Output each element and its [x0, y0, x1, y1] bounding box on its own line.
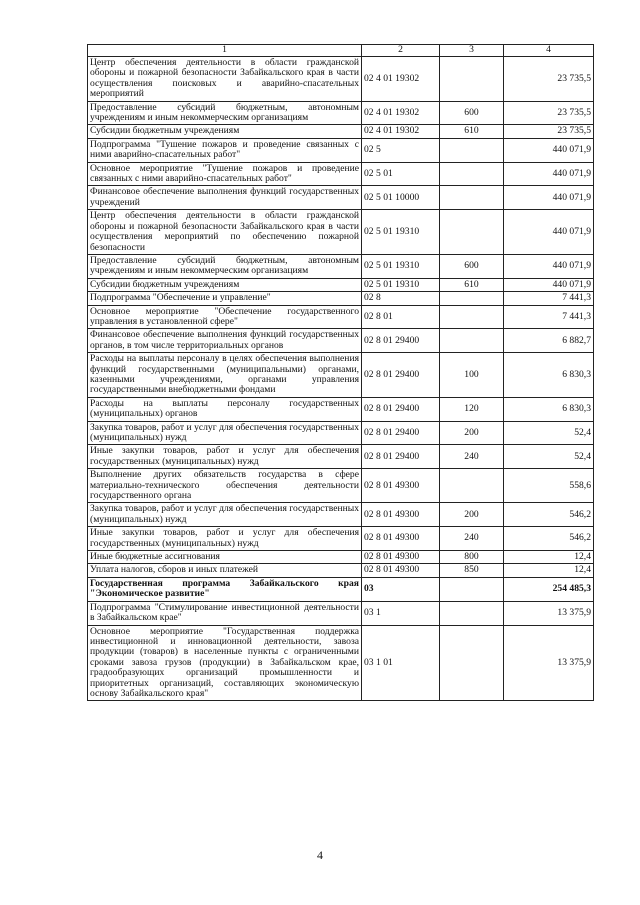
- row-code: 03 1 01: [362, 625, 440, 701]
- row-amount: 52,4: [504, 421, 594, 445]
- page-number: 4: [317, 848, 323, 862]
- row-code: 02 8 01 49300: [362, 551, 440, 564]
- row-amount: 52,4: [504, 445, 594, 469]
- row-name: Основное мероприятие "Обеспечение государственного управления в установленной сфере": [88, 305, 362, 329]
- row-code: 02 4 01 19302: [362, 57, 440, 102]
- row-amount: 7 441,3: [504, 292, 594, 305]
- row-expense-type: 240: [440, 445, 504, 469]
- row-name: Центр обеспечения деятельности в области гражданской обороны и пожарной безопасности Забайкальского края в части осуществления поисковых и аварийно-спасательных мероприятий: [88, 57, 362, 102]
- row-code: 02 8 01 49300: [362, 469, 440, 503]
- row-code: 02 8 01 49300: [362, 527, 440, 551]
- row-code: 03 1: [362, 601, 440, 625]
- table-row: [88, 101, 594, 125]
- row-expense-type: [440, 469, 504, 503]
- row-name: Иные закупки товаров, работ и услуг для обеспечения государственных (муниципальных) нужд: [88, 445, 362, 469]
- row-code: 02 8 01 29400: [362, 353, 440, 398]
- column-number-2: 2: [362, 45, 440, 57]
- row-code: 02 8: [362, 292, 440, 305]
- row-amount: 440 071,9: [504, 254, 594, 278]
- table-row: [88, 138, 594, 162]
- row-code: 02 8 01 29400: [362, 421, 440, 445]
- row-name: Центр обеспечения деятельности в области гражданской обороны и пожарной безопасности Забайкальского края в части осуществления мероприятий по обеспечению пожарной безопасности: [88, 210, 362, 255]
- row-amount: 558,6: [504, 469, 594, 503]
- row-amount: 546,2: [504, 503, 594, 527]
- row-code: 02 5 01 19310: [362, 210, 440, 255]
- row-amount: 546,2: [504, 527, 594, 551]
- table-row: [88, 601, 594, 625]
- table-row: [88, 125, 594, 138]
- row-amount: 23 735,5: [504, 57, 594, 102]
- row-name: Основное мероприятие "Государственная поддержка инвестиционной и инновационной деятельности, завоза продукции (товаров) в населенные пункты с ограниченными сроками завоза грузов (продукции) в Забайкальском крае, градообразующих организаций промышленности и приоритетных организаций, составляющих экономическую основу Забайкальского края": [88, 625, 362, 701]
- row-amount: 12,4: [504, 551, 594, 564]
- row-amount: 23 735,5: [504, 101, 594, 125]
- row-name: Иные закупки товаров, работ и услуг для обеспечения государственных (муниципальных) нужд: [88, 527, 362, 551]
- table-row: [88, 186, 594, 210]
- row-expense-type: 200: [440, 421, 504, 445]
- row-code: 02 5: [362, 138, 440, 162]
- row-code: 02 5 01 10000: [362, 186, 440, 210]
- table-row: [88, 305, 594, 329]
- row-code: 02 8 01 29400: [362, 445, 440, 469]
- row-expense-type: [440, 186, 504, 210]
- row-amount: 13 375,9: [504, 601, 594, 625]
- row-name: Иные бюджетные ассигнования: [88, 551, 362, 564]
- row-amount: 254 485,3: [504, 577, 594, 601]
- row-amount: 7 441,3: [504, 305, 594, 329]
- row-expense-type: 800: [440, 551, 504, 564]
- table-row: [88, 278, 594, 291]
- column-number-4: 4: [504, 45, 594, 57]
- table-row: [88, 292, 594, 305]
- row-name: Подпрограмма "Стимулирование инвестиционной деятельности в Забайкальском крае": [88, 601, 362, 625]
- row-name: Подпрограмма "Обеспечение и управление": [88, 292, 362, 305]
- row-amount: 440 071,9: [504, 162, 594, 186]
- table-row: [88, 421, 594, 445]
- row-name: Субсидии бюджетным учреждениям: [88, 125, 362, 138]
- row-name: Финансовое обеспечение выполнения функций государственных органов, в том числе территориальных органов: [88, 329, 362, 353]
- row-amount: 6 882,7: [504, 329, 594, 353]
- table-row: [88, 503, 594, 527]
- table-row: [88, 527, 594, 551]
- row-expense-type: [440, 138, 504, 162]
- row-code: 02 5 01 19310: [362, 278, 440, 291]
- table-row: [88, 551, 594, 564]
- row-name: Уплата налогов, сборов и иных платежей: [88, 564, 362, 577]
- row-code: 02 5 01 19310: [362, 254, 440, 278]
- row-amount: 440 071,9: [504, 278, 594, 291]
- row-expense-type: [440, 292, 504, 305]
- row-expense-type: [440, 210, 504, 255]
- row-name: Финансовое обеспечение выполнения функций государственных учреждений: [88, 186, 362, 210]
- row-expense-type: 610: [440, 278, 504, 291]
- row-expense-type: 100: [440, 353, 504, 398]
- row-amount: 6 830,3: [504, 353, 594, 398]
- row-amount: 440 071,9: [504, 138, 594, 162]
- row-name: Государственная программа Забайкальского края "Экономическое развитие": [88, 577, 362, 601]
- row-amount: 440 071,9: [504, 186, 594, 210]
- table-row: [88, 577, 594, 601]
- row-expense-type: [440, 601, 504, 625]
- row-expense-type: [440, 305, 504, 329]
- table-row: [88, 397, 594, 421]
- row-code: 02 8 01: [362, 305, 440, 329]
- row-name: Предоставление субсидий бюджетным, автономным учреждениям и иным некоммерческим организациям: [88, 101, 362, 125]
- table-row: [88, 162, 594, 186]
- row-code: 02 5 01: [362, 162, 440, 186]
- row-expense-type: [440, 162, 504, 186]
- row-code: 03: [362, 577, 440, 601]
- row-expense-type: [440, 329, 504, 353]
- table-row: [88, 329, 594, 353]
- row-expense-type: 240: [440, 527, 504, 551]
- row-name: Основное мероприятие "Тушение пожаров и проведение связанных с ними аварийно-спасательных работ": [88, 162, 362, 186]
- row-name: Закупка товаров, работ и услуг для обеспечения государственных (муниципальных) нужд: [88, 503, 362, 527]
- row-expense-type: [440, 577, 504, 601]
- row-name: Закупка товаров, работ и услуг для обеспечения государственных (муниципальных) нужд: [88, 421, 362, 445]
- row-expense-type: [440, 625, 504, 701]
- row-name: Выполнение других обязательств государства в сфере материально-технического обеспечения деятельности государственного органа: [88, 469, 362, 503]
- row-name: Расходы на выплаты персоналу в целях обеспечения выполнения функций государственными (муниципальными) органами, казенными учреждениями, органами управления государственными внебюджетными фондами: [88, 353, 362, 398]
- row-expense-type: 610: [440, 125, 504, 138]
- row-expense-type: [440, 57, 504, 102]
- table-row: [88, 210, 594, 255]
- row-expense-type: 850: [440, 564, 504, 577]
- row-code: 02 8 01 49300: [362, 503, 440, 527]
- row-code: 02 8 01 29400: [362, 329, 440, 353]
- table-row: [88, 254, 594, 278]
- table-row: [88, 57, 594, 102]
- row-expense-type: 120: [440, 397, 504, 421]
- table-row: [88, 625, 594, 701]
- row-amount: 23 735,5: [504, 125, 594, 138]
- table-row: [88, 353, 594, 398]
- table-row: [88, 564, 594, 577]
- row-name: Предоставление субсидий бюджетным, автономным учреждениям и иным некоммерческим организациям: [88, 254, 362, 278]
- budget-table-body: [88, 45, 594, 701]
- row-amount: 440 071,9: [504, 210, 594, 255]
- row-expense-type: 600: [440, 254, 504, 278]
- row-code: 02 4 01 19302: [362, 101, 440, 125]
- budget-table: [87, 44, 594, 701]
- row-expense-type: 600: [440, 101, 504, 125]
- row-amount: 6 830,3: [504, 397, 594, 421]
- row-name: Субсидии бюджетным учреждениям: [88, 278, 362, 291]
- row-name: Подпрограмма "Тушение пожаров и проведение связанных с ними аварийно-спасательных работ": [88, 138, 362, 162]
- row-amount: 12,4: [504, 564, 594, 577]
- table-row: [88, 445, 594, 469]
- row-expense-type: 200: [440, 503, 504, 527]
- table-row: [88, 469, 594, 503]
- row-code: 02 8 01 49300: [362, 564, 440, 577]
- column-number-3: 3: [440, 45, 504, 57]
- column-number-row: [88, 45, 594, 57]
- row-amount: 13 375,9: [504, 625, 594, 701]
- row-code: 02 8 01 29400: [362, 397, 440, 421]
- column-number-1: 1: [88, 45, 362, 57]
- row-code: 02 4 01 19302: [362, 125, 440, 138]
- row-name: Расходы на выплаты персоналу государственных (муниципальных) органов: [88, 397, 362, 421]
